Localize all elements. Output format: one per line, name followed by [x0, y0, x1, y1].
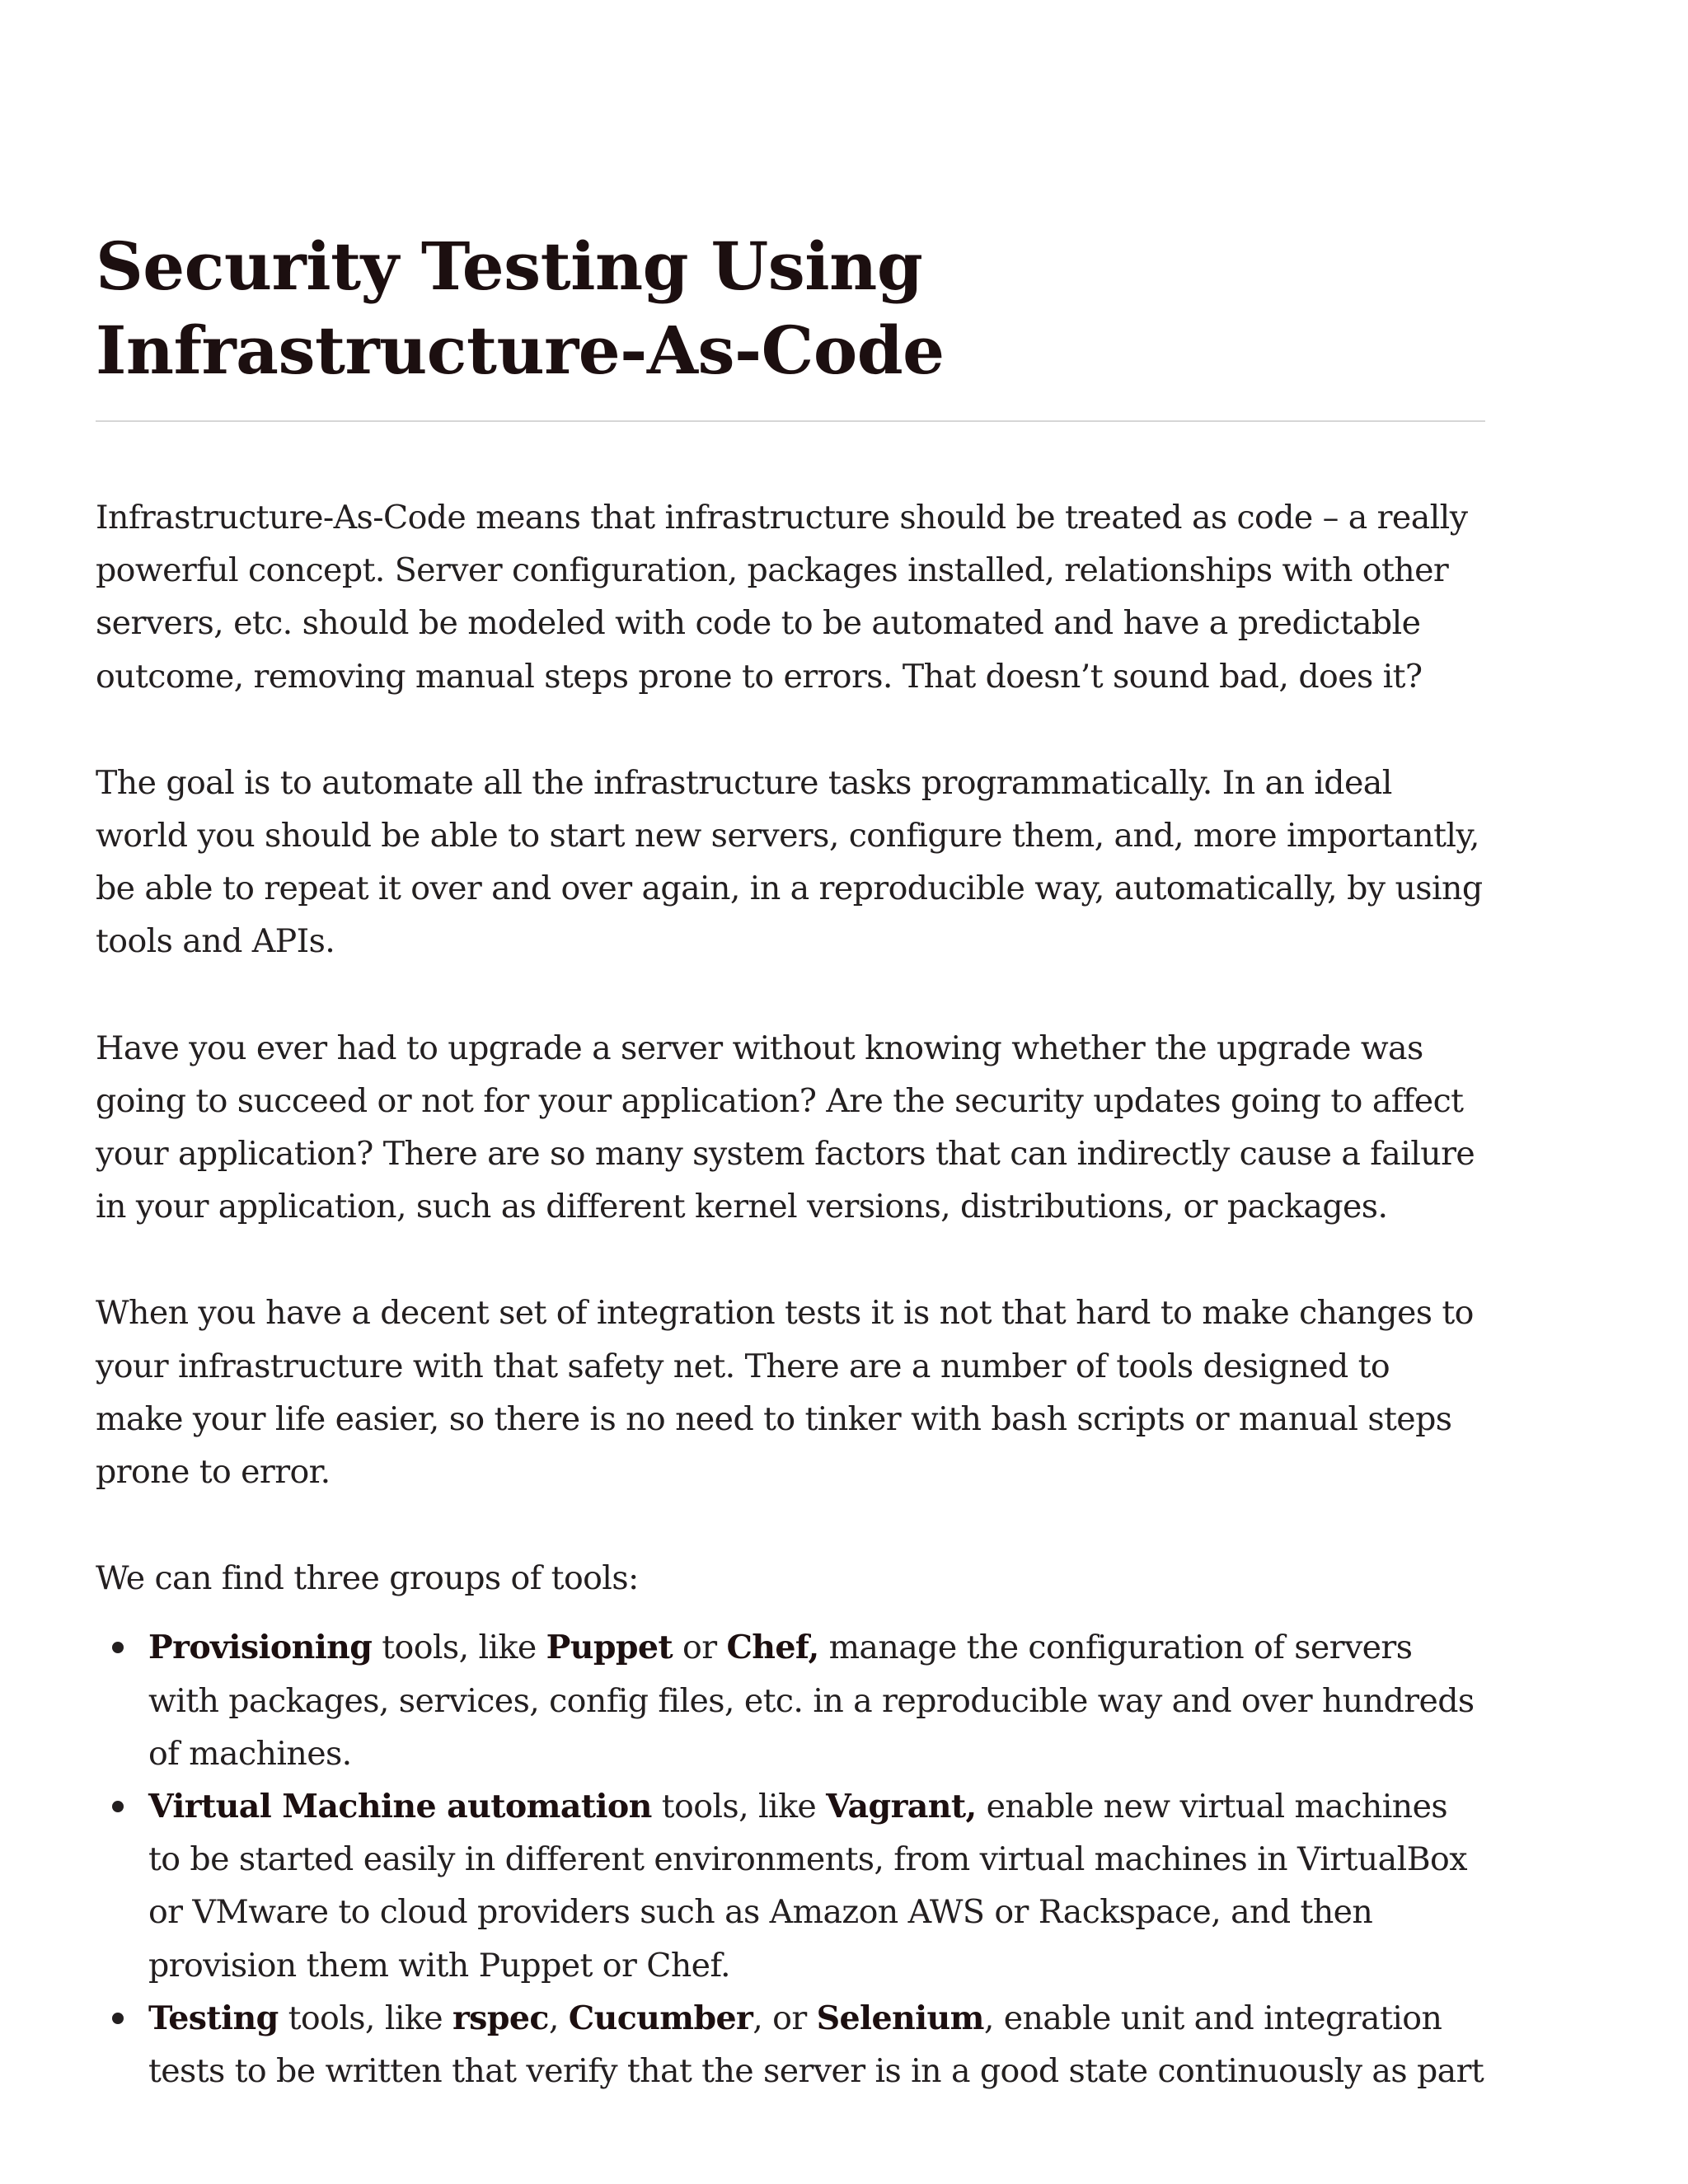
paragraph-3: Have you ever had to upgrade a server without knowing whether the upgrade was going to succeed or not for your application? Are the security updates going to affect your application? There are so many system factors that can indirectly cause a failure in your application, such as different kernel versions, distributions, or packages.: [96, 1029, 1475, 1226]
list-text: enable new virtual machines to be started easily in different environments, from virtual machines in VirtualBox or VMware to cloud providers such as Amazon AWS or Rackspace, and then provision them with Puppet or Chef.: [148, 1788, 1467, 1985]
paragraph-2: The goal is to automate all the infrastructure tasks programmatically. In an ideal world you should be able to start new servers, configure them, and, more importantly, be able to repeat it over and over again, in a reproducible way, automatically, by using tools and APIs.: [96, 763, 1483, 961]
tool-puppet: Puppet: [546, 1629, 673, 1667]
paragraph-1: Infrastructure-As-Code means that infrastructure should be treated as code – a really powerful concept. Server configuration, packages installed, relationships with other servers, etc. should be modeled with code to be automated and have a predictable outcome, removing manual steps prone to errors. That doesn’t sound bad, does it?: [96, 499, 1468, 696]
list-text: tools, like: [278, 1999, 452, 2037]
list-item-testing: [148, 1992, 1485, 2097]
tool-chef: Chef,: [726, 1629, 819, 1667]
list-text: tools, like: [372, 1629, 546, 1667]
list-intro: We can find three groups of tools:: [96, 1559, 639, 1598]
list-item-provisioning: [148, 1621, 1485, 1780]
paragraph-4: When you have a decent set of integration tests it is not that hard to make changes to your infrastructure with that safety net. There are a number of tools designed to make your life easier, so there is no need to tinker with bash scripts or manual steps prone to error.: [96, 1294, 1474, 1492]
article-body: [96, 491, 1485, 2097]
page-title: Security Testing Using Infrastructure-As-Code: [96, 227, 945, 389]
list-text: , enable unit and integration tests to be written that verify that the server is in a good state continuously as part: [148, 1999, 1484, 2091]
list-item-vm-automation: [148, 1780, 1485, 1992]
tool-selenium: Selenium: [816, 1999, 984, 2037]
term-vm-automation: Virtual Machine automation: [148, 1788, 652, 1826]
tool-vagrant: Vagrant,: [826, 1788, 977, 1826]
title-divider: [96, 420, 1485, 422]
list-text: or: [673, 1629, 727, 1667]
tool-cucumber: Cucumber: [568, 1999, 753, 2037]
term-testing: Testing: [148, 1999, 279, 2037]
list-text: tools, like: [651, 1788, 827, 1826]
bullet-icon: [112, 2013, 124, 2024]
bullet-icon: [112, 1642, 124, 1653]
list-text: ,: [548, 1999, 569, 2037]
tool-rspec: rspec: [452, 1999, 549, 2037]
bullet-icon: [112, 1801, 124, 1812]
tool-groups-list: [96, 1621, 1485, 2097]
list-text: manage the configuration of servers with packages, services, config files, etc. in a reproducible way and over hundreds of machines.: [148, 1629, 1475, 1773]
term-provisioning: Provisioning: [148, 1629, 373, 1667]
list-text: , or: [753, 1999, 817, 2037]
